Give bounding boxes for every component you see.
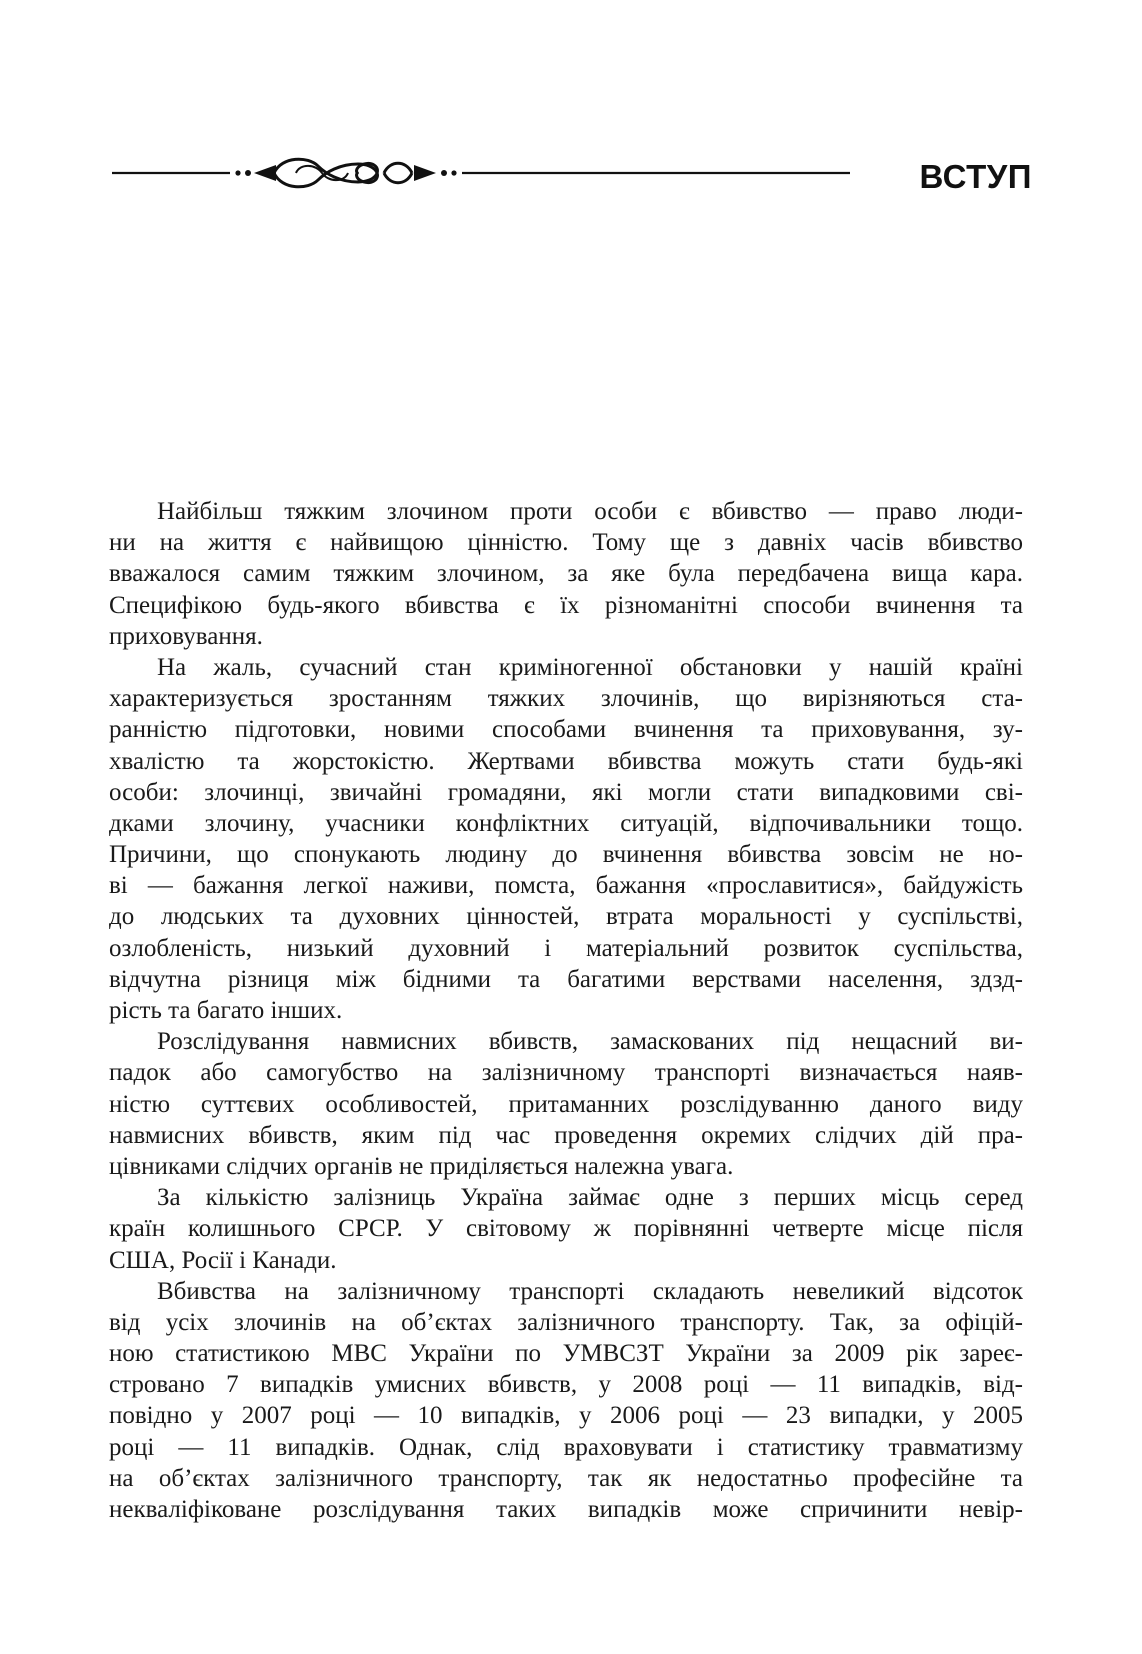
paragraph-5 <box>109 1276 1023 1526</box>
text-line: приховування. <box>109 622 263 650</box>
text-line: ві — бажання легкої наживи, помста, бажання «прославитися», байдужість <box>109 872 1023 900</box>
text-line: Розслідування навмисних вбивств, замаскованих під нещасний ви- <box>157 1028 1023 1056</box>
chapter-header <box>112 150 1032 210</box>
section-title: ВСТУП <box>919 158 1032 195</box>
text-line: році — 11 випадків. Однак, слід враховувати і статистику травматизму <box>109 1433 1023 1461</box>
text-line: цівниками слідчих органів не приділяється належна увага. <box>109 1152 734 1180</box>
text-line: стровано 7 випадків умисних вбивств, у 2008 році — 11 випадків, від- <box>109 1371 1023 1399</box>
text-line: дками злочину, учасники конфліктних ситуацій, відпочивальники тощо. <box>109 809 1023 837</box>
text-line: особи: злочинці, звичайні громадяни, які могли стати випадковими сві- <box>109 778 1023 806</box>
text-line: характеризується зростанням тяжких злочинів, що вирізняються ста- <box>109 685 1023 713</box>
text-line: повідно у 2007 році — 10 випадків, у 2006 році — 23 випадки, у 2005 <box>109 1402 1023 1430</box>
text-line: некваліфіковане розслідування таких випадків може спричинити невір- <box>109 1496 1023 1523</box>
paragraph-4 <box>109 1182 1023 1276</box>
text-line: Причини, що спонукають людину до вчинення вбивства зовсім не но- <box>109 841 1023 869</box>
text-line: відчутна різниця між бідними та багатими верствами населення, здзд- <box>109 965 1023 993</box>
text-line: ною статистикою МВС України по УМВСЗТ України за 2009 рік зареє- <box>109 1340 1023 1368</box>
paragraph-1 <box>109 496 1023 652</box>
text-line: вважалося самим тяжким злочином, за яке була передбачена вища кара. <box>109 560 1023 588</box>
text-line: рість та багато інших. <box>109 997 343 1024</box>
text-line: Найбільш тяжким злочином проти особи є вбивство — право люди- <box>157 498 1023 525</box>
text-line: хвалістю та жорстокістю. Жертвами вбивства можуть стати будь-які <box>109 747 1023 775</box>
paragraph-3 <box>109 1026 1023 1182</box>
text-line: ни на життя є найвищою цінністю. Тому ще з давніх часів вбивство <box>109 529 1023 557</box>
text-line: ністю суттєвих особливостей, притаманних розслідуванню даного виду <box>109 1090 1023 1118</box>
paragraph-2 <box>109 652 1023 1026</box>
text-line: навмисних вбивств, яким під час проведення окремих слідчих дій пра- <box>109 1121 1023 1149</box>
ornament-rule-icon <box>112 150 857 210</box>
text-line: країн колишнього СРСР. У світовому ж порівнянні четверте місце після <box>109 1215 1023 1243</box>
text-line: За кількістю залізниць Україна займає одне з перших місць серед <box>157 1184 1023 1212</box>
text-line: падок або самогубство на залізничному транспорті визначається наяв- <box>109 1059 1023 1087</box>
text-line: озлобленість, низький духовний і матеріальний розвиток суспільства, <box>109 934 1023 962</box>
text-line: Специфікою будь-якого вбивства є їх різноманітні способи вчинення та <box>109 591 1023 619</box>
text-line: Вбивства на залізничному транспорті складають невеликий відсоток <box>157 1277 1023 1305</box>
text-line: На жаль, сучасний стан криміногенної обстановки у нашій країні <box>157 653 1023 681</box>
body-text <box>109 496 1023 1525</box>
text-line: США, Росії і Канади. <box>109 1246 337 1274</box>
text-line: на об’єктах залізничного транспорту, так як недостатньо професійне та <box>109 1464 1023 1492</box>
text-line: до людських та духовних цінностей, втрата моральності у суспільстві, <box>109 903 1023 931</box>
text-line: від усіх злочинів на об’єктах залізничного транспорту. Так, за офіцій- <box>109 1308 1023 1336</box>
text-line: ранністю підготовки, новими способами вчинення та приховування, зу- <box>109 716 1023 744</box>
